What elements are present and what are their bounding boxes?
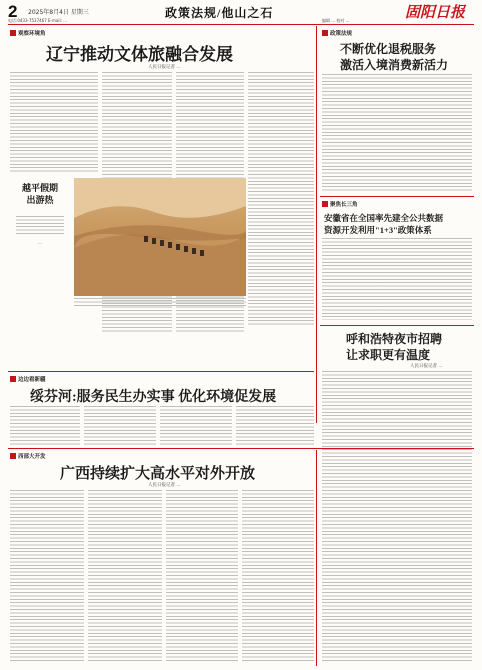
section-label-policy <box>322 29 352 37</box>
section-label-text: 西部大开发 <box>18 454 46 460</box>
section-label-text: 观察环境角 <box>18 31 46 37</box>
headline-anhui-2: 资源开发利用"1+3"政策体系 <box>324 225 432 235</box>
section-divider <box>320 325 474 326</box>
column-divider <box>316 26 317 423</box>
page-number: 2 <box>8 2 18 21</box>
article-body-text <box>10 406 80 446</box>
article-body-text <box>322 238 472 320</box>
article-body-text <box>160 406 232 446</box>
section-label-yangtze <box>322 200 358 208</box>
poem-block <box>10 182 70 292</box>
article-body-text <box>322 371 472 663</box>
headline-liaoning: 辽宁推动文体旅融合发展 <box>46 45 233 64</box>
section-label-west <box>10 452 46 460</box>
header-rule <box>8 24 474 25</box>
byline-liaoning: 人民日报记者 ... <box>148 65 181 70</box>
section-marker-icon <box>10 376 16 382</box>
headline-hohhot-2: 让求职更有温度 <box>346 348 431 362</box>
headline-guangxi: 广西持续扩大高水平对外开放 <box>60 466 256 482</box>
poem-title-line2: 出游热 <box>26 195 54 205</box>
article-body-text <box>88 490 162 662</box>
desert-camel-photo <box>74 178 246 296</box>
section-marker-icon <box>322 30 328 36</box>
headline-anhui-1: 安徽省在全国率先建全公共数据 <box>324 213 444 223</box>
article-body-text <box>10 490 84 662</box>
article-body-text <box>236 406 314 446</box>
headline-suifenhe: 绥芬河:服务民生办实事 优化环境促发展 <box>30 390 277 405</box>
article-body-text <box>10 72 98 174</box>
section-label-text: 边边看新疆 <box>18 377 46 383</box>
caption-text <box>74 298 246 306</box>
section-marker-icon <box>10 30 16 36</box>
section-label-observe <box>10 29 46 37</box>
section-divider <box>320 196 474 197</box>
contact-line: 电话:0433-7537467 E-mail: ... <box>8 18 68 23</box>
headline-consumption-1: 不断优化退税服务 <box>340 42 437 56</box>
section-marker-icon <box>322 201 328 207</box>
byline-hohhot: 人民日报记者 ... <box>410 364 443 369</box>
headline-consumption-2: 激活入境消费新活力 <box>340 58 449 72</box>
article-body-text <box>84 406 156 446</box>
article-body-text <box>242 490 314 662</box>
poem-body-text <box>16 216 64 234</box>
headline-hohhot-1: 呼和浩特夜市招聘 <box>346 332 443 346</box>
column-divider <box>316 450 317 666</box>
masthead-logo: 固阳日报 <box>405 5 466 21</box>
article-body-text <box>248 72 314 326</box>
section-name: 政策法规/他山之石 <box>165 6 274 20</box>
section-divider <box>8 371 314 372</box>
article-body-text <box>166 490 238 662</box>
section-label-text: 聚焦长三角 <box>330 202 358 208</box>
editors-line: 编辑 ... 校对 ... <box>322 18 350 23</box>
article-body-text <box>322 74 472 192</box>
byline-guangxi: 人民日报记者 ... <box>148 483 181 488</box>
poem-author: ... <box>38 240 42 245</box>
section-marker-icon <box>10 453 16 459</box>
publish-date: 2025年8月4日 星期三 <box>28 9 89 16</box>
section-label-border <box>10 375 46 383</box>
poem-title-line1: 越平假期 <box>21 183 58 193</box>
section-label-text: 政策法规 <box>330 31 353 37</box>
